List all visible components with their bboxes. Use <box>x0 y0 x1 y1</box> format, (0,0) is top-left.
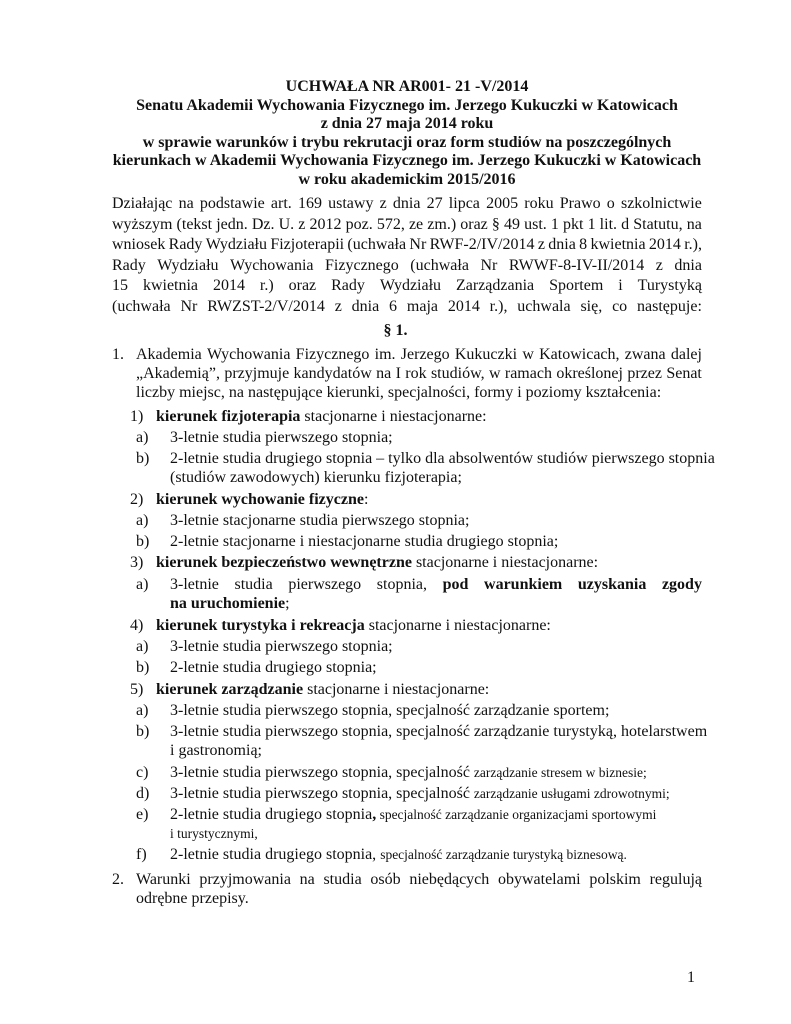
word: Wydziału <box>379 277 442 294</box>
word: przyjmowania <box>199 871 291 888</box>
paragraph-line <box>136 364 702 383</box>
word: ze <box>408 215 424 233</box>
field-mode: stacjonarne i niestacjonarne: <box>411 554 599 571</box>
word: Wychowania <box>230 256 314 274</box>
word: U. <box>278 215 295 233</box>
field-name: kierunek turystyka i rekreacja <box>156 617 365 634</box>
word: studia <box>323 871 362 888</box>
word: obywatelami <box>497 871 581 888</box>
word: Statutu, <box>633 215 683 233</box>
preamble-line <box>112 235 702 256</box>
paragraph-number: 1. <box>112 346 124 363</box>
study-item <box>136 658 702 677</box>
word: Działając <box>112 195 173 212</box>
preamble-line <box>112 256 702 277</box>
word: 27 <box>426 195 443 212</box>
word: I <box>395 365 401 382</box>
word: r.) <box>259 277 274 294</box>
word: ramach <box>504 365 552 382</box>
item-text: 2-letnie studia drugiego stopnia, specjalność zarządzanie organizacjami sportowymi <box>170 806 657 823</box>
field-number: 3) <box>130 554 144 571</box>
word: 8 <box>579 236 588 253</box>
word: określonej <box>556 365 623 382</box>
word: 2014 <box>212 277 245 294</box>
word: maja <box>406 297 438 315</box>
word: w <box>488 365 501 382</box>
word: następuje: <box>637 297 702 315</box>
word: niebędących <box>409 871 490 888</box>
word: ust. <box>524 215 547 233</box>
word: (uchwała <box>410 256 469 274</box>
word: roku <box>524 195 554 212</box>
paragraph-line <box>136 345 702 364</box>
word: Nr <box>409 236 427 253</box>
study-item <box>136 805 702 843</box>
item-text: 3-letnie studia pierwszego stopnia, specjalność zarządzanie stresem w biznesie; <box>170 764 647 781</box>
field-name: kierunek zarządzanie <box>156 681 304 698</box>
word: poz. <box>345 215 373 233</box>
word: Rady <box>331 277 365 294</box>
word: ustawy <box>328 195 374 212</box>
preamble-line <box>112 215 702 236</box>
word: r.), <box>489 297 508 315</box>
word: 2014 <box>447 297 480 315</box>
item-letter: a) <box>136 429 149 446</box>
word: dnia <box>674 256 702 274</box>
word: polskim <box>589 871 641 888</box>
word: się, <box>580 297 603 315</box>
word: Zarządzania <box>455 277 535 294</box>
word: oraz <box>288 277 317 294</box>
item-letter: b) <box>136 533 150 550</box>
word: oraz <box>460 215 488 233</box>
item-letter: a) <box>136 638 149 655</box>
field-number: 4) <box>130 617 144 634</box>
item-letter: b) <box>136 723 150 740</box>
word: przez <box>627 365 662 382</box>
word: studiów, <box>430 365 485 382</box>
item-text: 3-letnie studia pierwszego stopnia, pod warunkiem uzyskania zgody <box>170 576 702 593</box>
issuing-body: Senatu Akademii Wychowania Fizycznego im. Jerzego Kukuczki w Katowicach <box>136 96 678 114</box>
item-text: 3-letnie studia pierwszego stopnia, specjalność zarządzanie turystyką, hotelarstwem <box>170 723 708 740</box>
word: jedn. <box>216 215 248 233</box>
word: Fizycznego <box>295 346 370 363</box>
item-text: i turystycznymi, <box>170 826 258 841</box>
word: kwietnia <box>142 277 199 294</box>
word: (uchwała <box>347 236 407 253</box>
word: wniosek <box>112 236 166 253</box>
study-item <box>136 701 702 720</box>
word: § <box>491 215 500 233</box>
item-text: 2-letnie studia drugiego stopnia – tylko dla absolwentów studiów pierwszego stopnia <box>170 450 715 467</box>
word: Warunki <box>136 871 191 888</box>
word: art. <box>270 195 292 212</box>
field-name: kierunek wychowanie fizyczne <box>156 491 364 508</box>
word: Wydziału <box>205 236 267 253</box>
study-item <box>136 532 702 551</box>
item-text: 3-letnie stacjonarne studia pierwszego stopnia; <box>170 512 470 529</box>
item-text: 3-letnie studia pierwszego stopnia, specjalność zarządzanie usługami zdrowotnymi; <box>170 785 670 802</box>
word: Dz. <box>251 215 275 233</box>
word: Akademia <box>136 346 202 363</box>
item-letter: d) <box>136 785 150 802</box>
word: dnia <box>548 236 576 253</box>
item-text: (studiów zawodowych) kierunku fizjoterapia; <box>170 469 462 486</box>
preamble-line <box>112 276 702 297</box>
word: kandydatów <box>293 365 372 382</box>
word: 169 <box>297 195 322 212</box>
word: 572, <box>376 215 405 233</box>
word: pkt <box>563 215 584 233</box>
word: Nr <box>480 256 498 274</box>
preamble-line <box>112 194 702 215</box>
item-text: na uruchomienie; <box>170 595 290 612</box>
word: r.), <box>684 236 702 253</box>
word: Kukuczki <box>454 346 518 363</box>
word: d <box>621 215 630 233</box>
resolution-subject-line-1: w sprawie warunków i trybu rekrutacji oraz form studiów na poszczególnych <box>142 133 672 151</box>
word: Nr <box>180 297 198 315</box>
field-number: 2) <box>130 491 144 508</box>
word: na <box>376 365 392 382</box>
item-text: 3-letnie studia pierwszego stopnia, specjalność zarządzanie sportem; <box>170 702 610 719</box>
item-letter: b) <box>136 450 150 467</box>
field-of-study-4 <box>130 616 551 635</box>
preamble-line <box>112 297 702 318</box>
item-letter: a) <box>136 576 149 593</box>
word: zwana <box>624 346 666 363</box>
item-text: 2-letnie stacjonarne i niestacjonarne studia drugiego stopnia; <box>170 533 559 550</box>
study-item <box>136 575 702 613</box>
word: co <box>612 297 628 315</box>
study-item <box>136 722 708 760</box>
study-item <box>136 637 702 656</box>
paragraph-line <box>136 870 702 889</box>
word: dnia <box>351 297 380 315</box>
field-mode: stacjonarne i niestacjonarne: <box>303 681 490 698</box>
word: „Akademią”, <box>136 365 220 382</box>
word: podstawie <box>199 195 265 212</box>
word: 6 <box>389 297 398 315</box>
word: o <box>606 195 615 212</box>
word: na <box>299 871 315 888</box>
word: wyższym <box>112 215 173 233</box>
word: 15 <box>112 277 128 294</box>
word: Senat <box>666 365 702 382</box>
item-letter: a) <box>136 702 149 719</box>
word: (uchwała <box>112 297 171 315</box>
preamble <box>112 194 702 317</box>
word: lit. <box>599 215 618 233</box>
study-item <box>136 845 702 864</box>
word: 1 <box>587 215 596 233</box>
word: 2005 <box>486 195 519 212</box>
word: rok <box>405 365 427 382</box>
word: z <box>655 256 663 274</box>
word: przyjmuje <box>224 365 290 382</box>
study-item <box>136 449 715 487</box>
field-name: kierunek bezpieczeństwo wewnętrzne <box>156 554 412 571</box>
word: na <box>686 215 702 233</box>
word: 2012 <box>309 215 342 233</box>
study-item <box>136 784 702 803</box>
item-letter: a) <box>136 512 149 529</box>
word: kwietnia <box>590 236 646 253</box>
resolution-subject-line-2: kierunkach w Akademii Wychowania Fizycznego im. Jerzego Kukuczki w Katowicach <box>112 152 702 169</box>
word: regulują <box>649 871 702 888</box>
paragraph-1 <box>112 345 702 402</box>
word: RWWF-8-IV-II/2014 <box>508 256 645 274</box>
word: (tekst <box>176 215 213 233</box>
field-of-study-2 <box>130 490 368 509</box>
item-text: 3-letnie studia pierwszego stopnia; <box>170 429 393 446</box>
word: osób <box>370 871 401 888</box>
word: Prawo <box>559 195 601 212</box>
word: 1 <box>550 215 559 233</box>
word: Katowicach, <box>539 346 620 363</box>
word: 49 <box>504 215 520 233</box>
resolution-number: UCHWAŁA NR AR001- 21 -V/2014 <box>285 78 529 95</box>
word: uchwala <box>517 297 571 315</box>
item-text: 2-letnie studia drugiego stopnia; <box>170 659 377 676</box>
field-mode: stacjonarne i niestacjonarne: <box>300 408 487 425</box>
word: z <box>334 297 342 315</box>
word: Turystyką <box>637 277 702 294</box>
word: z <box>298 215 306 233</box>
word: lipca <box>448 195 480 212</box>
paragraph-line: odrębne przepisy. <box>136 890 249 907</box>
study-item <box>136 428 702 447</box>
word: Rady <box>112 256 146 274</box>
resolution-date: z dnia 27 maja 2014 roku <box>320 115 494 132</box>
field-number: 5) <box>130 681 144 698</box>
page-number: 1 <box>687 969 695 986</box>
word: RWZST-2/V/2014 <box>207 297 325 315</box>
word: szkolnictwie <box>620 195 702 212</box>
word: Wychowania <box>206 346 291 363</box>
paragraph-2 <box>112 870 702 908</box>
word: na <box>178 195 194 212</box>
item-letter: c) <box>136 764 149 781</box>
field-of-study-5 <box>130 680 489 699</box>
section-title: § 1. <box>383 322 408 339</box>
word: Wydziału <box>157 256 219 274</box>
item-text: 3-letnie studia pierwszego stopnia; <box>170 638 393 655</box>
item-letter: e) <box>136 806 149 823</box>
word: dnia <box>392 195 421 212</box>
word: Fizjoterapii <box>270 236 345 253</box>
study-item <box>136 763 702 782</box>
paragraph-number: 2. <box>112 871 124 888</box>
resolution-subject-line-3: w roku akademickim 2015/2016 <box>298 170 516 188</box>
resolution-header <box>112 78 702 189</box>
field-of-study-3 <box>130 553 598 572</box>
word: RWF-2/IV/2014 <box>429 236 535 253</box>
field-number: 1) <box>130 408 144 425</box>
item-letter: f) <box>136 846 147 863</box>
word: w <box>522 346 534 363</box>
word: Rady <box>168 236 203 253</box>
field-mode: : <box>363 491 369 508</box>
item-text: 2-letnie studia drugiego stopnia, specjalność zarządzanie turystyką biznesową. <box>170 846 627 863</box>
word: Fizycznego <box>325 256 399 274</box>
item-text: i gastronomią; <box>170 742 262 759</box>
word: z <box>379 195 387 212</box>
word: Sportem <box>549 277 604 294</box>
word: z <box>537 236 545 253</box>
paragraph-line: liczby miejsc, na następujące kierunki, specjalności, formy i poziomy kształcenia: <box>136 384 662 401</box>
word: im. <box>374 346 396 363</box>
field-mode: stacjonarne i niestacjonarne: <box>364 617 551 634</box>
word: Jerzego <box>400 346 450 363</box>
field-name: kierunek fizjoterapia <box>156 408 301 425</box>
field-of-study-1 <box>130 407 487 426</box>
item-letter: b) <box>136 659 150 676</box>
word: i <box>618 277 623 294</box>
study-item <box>136 511 702 530</box>
word: dalej <box>670 346 702 363</box>
word: 2014 <box>648 236 681 253</box>
word: zm.) <box>427 215 457 233</box>
